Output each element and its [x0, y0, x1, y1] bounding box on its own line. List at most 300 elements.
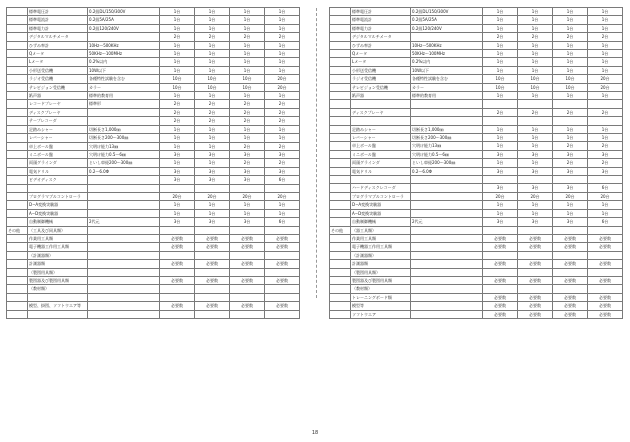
quantity-cell: 20台: [518, 192, 553, 200]
quantity-cell: [483, 226, 518, 234]
table-row: [330, 41, 623, 49]
quantity-cell: 1台: [230, 41, 265, 49]
spec-cell: 標準的教育用: [411, 92, 483, 100]
spec-cell: 2代元: [411, 218, 483, 226]
quantity-cell: 3台: [518, 167, 553, 175]
spec-cell: [411, 108, 483, 116]
table-row: [330, 293, 623, 301]
item-name-cell: Lメータ: [351, 58, 411, 66]
quantity-cell: 10台: [230, 83, 265, 91]
quantity-cell: [160, 226, 195, 234]
quantity-cell: 必要数: [518, 302, 553, 310]
table-row: [330, 176, 623, 184]
quantity-cell: 3台: [518, 150, 553, 158]
quantity-cell: 必要数: [588, 302, 623, 310]
category-cell: [7, 108, 28, 116]
quantity-cell: 1台: [518, 50, 553, 58]
category-cell: [330, 66, 351, 74]
quantity-cell: 2台: [588, 108, 623, 116]
category-cell: [330, 134, 351, 142]
quantity-cell: 1台: [483, 58, 518, 66]
quantity-cell: 1台: [160, 8, 195, 16]
quantity-cell: [230, 285, 265, 293]
quantity-cell: [483, 100, 518, 108]
quantity-cell: 3台: [195, 218, 230, 226]
item-name-cell: 製図器及び製図用具類: [351, 276, 411, 284]
quantity-cell: 1台: [518, 16, 553, 24]
spec-cell: [88, 192, 160, 200]
table-row: [330, 159, 623, 167]
quantity-cell: 必要数: [230, 260, 265, 268]
quantity-cell: 必要数: [230, 234, 265, 242]
spec-cell: [411, 176, 483, 184]
quantity-cell: 20台: [195, 192, 230, 200]
table-row: [7, 92, 300, 100]
quantity-cell: [518, 251, 553, 259]
quantity-cell: 1台: [553, 134, 588, 142]
quantity-cell: [230, 310, 265, 318]
quantity-cell: [553, 285, 588, 293]
table-row: [7, 150, 300, 158]
table-row: [7, 33, 300, 41]
quantity-cell: 1台: [160, 16, 195, 24]
category-cell: [7, 234, 28, 242]
left-table-body: [7, 8, 300, 319]
quantity-cell: 1台: [483, 201, 518, 209]
item-name-cell: [28, 293, 88, 301]
quantity-cell: 10台: [483, 83, 518, 91]
item-name-cell: D−A変換実験器: [351, 201, 411, 209]
spec-cell: 0.2級5A/25A: [88, 16, 160, 24]
category-cell: [7, 209, 28, 217]
table-row: [7, 260, 300, 268]
quantity-cell: 1台: [553, 125, 588, 133]
quantity-cell: [195, 310, 230, 318]
item-name-cell: （教材類）: [28, 285, 88, 293]
quantity-cell: 1台: [195, 66, 230, 74]
category-cell: [7, 176, 28, 184]
quantity-cell: 2台: [553, 33, 588, 41]
table-row: [330, 50, 623, 58]
quantity-cell: 10台: [518, 83, 553, 91]
spec-cell: 0.2〜6.0Φ: [88, 167, 160, 175]
quantity-cell: 必要数: [160, 234, 195, 242]
quantity-cell: 6台: [588, 184, 623, 192]
item-name-cell: 両頭グラインダ: [28, 159, 88, 167]
spec-cell: [411, 310, 483, 318]
table-row: [330, 108, 623, 116]
category-cell: [330, 285, 351, 293]
quantity-cell: 2台: [265, 117, 300, 125]
quantity-cell: [160, 184, 195, 192]
table-row: [7, 310, 300, 318]
table-row: [7, 251, 300, 259]
category-cell: [7, 50, 28, 58]
quantity-cell: 必要数: [265, 243, 300, 251]
quantity-cell: [195, 293, 230, 301]
table-row: [330, 75, 623, 83]
right-table-body: [330, 8, 623, 319]
category-cell: [7, 8, 28, 16]
quantity-cell: 3台: [230, 176, 265, 184]
table-row: [7, 268, 300, 276]
item-name-cell: ミニボール盤: [351, 150, 411, 158]
table-row: [7, 285, 300, 293]
spec-cell: [88, 251, 160, 259]
spec-cell: [88, 302, 160, 310]
spec-cell: 穴明け能力13㎜: [88, 142, 160, 150]
quantity-cell: 3台: [553, 218, 588, 226]
quantity-cell: 1台: [230, 50, 265, 58]
quantity-cell: 1台: [265, 201, 300, 209]
quantity-cell: [588, 176, 623, 184]
quantity-cell: 3台: [195, 167, 230, 175]
table-row: [330, 310, 623, 318]
table-row: [7, 159, 300, 167]
spec-cell: [411, 243, 483, 251]
quantity-cell: 3台: [518, 184, 553, 192]
quantity-cell: [230, 226, 265, 234]
spec-cell: [88, 176, 160, 184]
table-row: [7, 24, 300, 32]
quantity-cell: 1台: [265, 66, 300, 74]
quantity-cell: 必要数: [553, 234, 588, 242]
quantity-cell: 1台: [518, 41, 553, 49]
category-cell: [330, 176, 351, 184]
quantity-cell: 必要数: [553, 243, 588, 251]
quantity-cell: 必要数: [483, 310, 518, 318]
quantity-cell: 1台: [588, 24, 623, 32]
table-row: [330, 276, 623, 284]
category-cell: [330, 41, 351, 49]
item-name-cell: 模型、掛図、ソフトウエア等: [28, 302, 88, 310]
category-cell: [330, 92, 351, 100]
table-row: [330, 302, 623, 310]
item-name-cell: 卓上ボール盤: [351, 142, 411, 150]
quantity-cell: 1台: [588, 201, 623, 209]
item-name-cell: 作業用工具類: [351, 234, 411, 242]
category-cell: [7, 268, 28, 276]
spec-cell: [88, 201, 160, 209]
spec-cell: 切断長さ200〜300㎜: [88, 134, 160, 142]
quantity-cell: 1台: [160, 66, 195, 74]
category-cell: [330, 100, 351, 108]
item-name-cell: 電気ドリル: [28, 167, 88, 175]
item-name-cell: [28, 184, 88, 192]
quantity-cell: 20台: [230, 192, 265, 200]
quantity-cell: 1台: [265, 24, 300, 32]
quantity-cell: 必要数: [518, 293, 553, 301]
quantity-cell: [160, 285, 195, 293]
quantity-cell: 必要数: [160, 302, 195, 310]
quantity-cell: 1台: [230, 125, 265, 133]
quantity-cell: 必要数: [518, 276, 553, 284]
quantity-cell: [483, 268, 518, 276]
quantity-cell: 2台: [160, 100, 195, 108]
quantity-cell: [553, 226, 588, 234]
spec-cell: [411, 268, 483, 276]
quantity-cell: 1台: [518, 159, 553, 167]
spec-cell: [88, 276, 160, 284]
quantity-cell: 必要数: [518, 260, 553, 268]
category-cell: [330, 302, 351, 310]
quantity-cell: [265, 268, 300, 276]
quantity-cell: 1台: [483, 8, 518, 16]
table-row: [330, 218, 623, 226]
spec-cell: [88, 243, 160, 251]
quantity-cell: 2台: [483, 108, 518, 116]
quantity-cell: 1台: [195, 209, 230, 217]
table-row: [7, 192, 300, 200]
item-name-cell: 計測器類: [351, 260, 411, 268]
item-name-cell: 卓上ボール盤: [28, 142, 88, 150]
quantity-cell: [195, 268, 230, 276]
quantity-cell: 2台: [195, 33, 230, 41]
item-name-cell: テレビジョン受信機: [28, 83, 88, 91]
spec-cell: 切断長さ1,000㎜: [411, 125, 483, 133]
quantity-cell: 1台: [230, 24, 265, 32]
quantity-cell: 2台: [230, 100, 265, 108]
category-cell: [330, 184, 351, 192]
category-cell: [7, 285, 28, 293]
table-row: [330, 16, 623, 24]
quantity-cell: 3台: [160, 150, 195, 158]
item-name-cell: 自動制御機械: [351, 218, 411, 226]
quantity-cell: 必要数: [230, 243, 265, 251]
spec-cell: [88, 268, 160, 276]
spec-cell: [88, 184, 160, 192]
category-cell: [7, 41, 28, 49]
quantity-cell: 1台: [195, 142, 230, 150]
quantity-cell: 必要数: [518, 234, 553, 242]
quantity-cell: 20台: [265, 75, 300, 83]
quantity-cell: 1台: [160, 134, 195, 142]
quantity-cell: 1台: [518, 134, 553, 142]
item-name-cell: 紙声器: [28, 92, 88, 100]
table-row: [7, 234, 300, 242]
spec-cell: [411, 100, 483, 108]
quantity-cell: 必要数: [553, 276, 588, 284]
category-cell: [7, 243, 28, 251]
spec-cell: [411, 201, 483, 209]
quantity-cell: [553, 251, 588, 259]
quantity-cell: [588, 251, 623, 259]
quantity-cell: 1台: [160, 92, 195, 100]
spec-cell: [88, 209, 160, 217]
category-cell: [330, 83, 351, 91]
table-row: [7, 16, 300, 24]
quantity-cell: 10台: [195, 75, 230, 83]
quantity-cell: 1台: [483, 125, 518, 133]
table-row: [330, 209, 623, 217]
item-name-cell: Lメータ: [28, 58, 88, 66]
table-row: [7, 226, 300, 234]
item-name-cell: ハードディスクレコーダ: [351, 184, 411, 192]
quantity-cell: 必要数: [483, 293, 518, 301]
quantity-cell: 2台: [265, 108, 300, 116]
item-name-cell: 標準電力計: [351, 24, 411, 32]
quantity-cell: 1台: [518, 201, 553, 209]
item-name-cell: D−A変換実験器: [28, 201, 88, 209]
quantity-cell: 1台: [230, 209, 265, 217]
quantity-cell: 2台: [265, 142, 300, 150]
quantity-cell: [265, 310, 300, 318]
quantity-cell: 1台: [195, 41, 230, 49]
quantity-cell: [265, 184, 300, 192]
category-cell: [330, 276, 351, 284]
quantity-cell: 3台: [483, 150, 518, 158]
quantity-cell: 1台: [483, 209, 518, 217]
left-table-pane: [6, 7, 299, 319]
quantity-cell: [195, 285, 230, 293]
quantity-cell: 1台: [483, 24, 518, 32]
quantity-cell: 必要数: [230, 302, 265, 310]
category-cell: [7, 24, 28, 32]
spec-cell: [88, 117, 160, 125]
quantity-cell: [588, 117, 623, 125]
quantity-cell: 1台: [230, 66, 265, 74]
quantity-cell: 20台: [160, 192, 195, 200]
item-name-cell: （計測器類）: [351, 251, 411, 259]
category-cell: [330, 251, 351, 259]
quantity-cell: 3台: [230, 218, 265, 226]
table-row: [330, 268, 623, 276]
quantity-cell: [588, 268, 623, 276]
category-cell: [7, 150, 28, 158]
quantity-cell: [588, 100, 623, 108]
quantity-cell: 2台: [230, 33, 265, 41]
quantity-cell: [230, 184, 265, 192]
quantity-cell: 必要数: [160, 276, 195, 284]
column-divider: [316, 8, 317, 298]
spec-cell: 50KHz〜100MHz: [411, 50, 483, 58]
table-row: [330, 285, 623, 293]
quantity-cell: 必要数: [588, 310, 623, 318]
quantity-cell: 20台: [483, 192, 518, 200]
item-name-cell: ディスクプレーヤ: [351, 108, 411, 116]
quantity-cell: 10台: [553, 83, 588, 91]
table-row: [7, 142, 300, 150]
spec-cell: [411, 276, 483, 284]
spec-cell: 標準形: [88, 100, 160, 108]
item-name-cell: ミニボール盤: [28, 150, 88, 158]
spec-cell: [411, 184, 483, 192]
quantity-cell: 1台: [160, 58, 195, 66]
spec-cell: 10W以下: [411, 66, 483, 74]
category-cell: [7, 159, 28, 167]
quantity-cell: 1台: [588, 209, 623, 217]
spec-cell: [88, 310, 160, 318]
quantity-cell: 2台: [230, 108, 265, 116]
table-row: [7, 184, 300, 192]
table-row: [7, 41, 300, 49]
quantity-cell: [483, 117, 518, 125]
quantity-cell: 1台: [553, 66, 588, 74]
quantity-cell: 1台: [553, 92, 588, 100]
table-row: [7, 276, 300, 284]
quantity-cell: 1台: [553, 41, 588, 49]
quantity-cell: 1台: [483, 66, 518, 74]
quantity-cell: 2台: [160, 117, 195, 125]
category-cell: [7, 100, 28, 108]
spec-cell: 50KHz〜100MHz: [88, 50, 160, 58]
spec-cell: 0.2級5A/25A: [411, 16, 483, 24]
right-table-pane: [329, 7, 622, 319]
quantity-cell: 1台: [160, 125, 195, 133]
quantity-cell: 1台: [195, 16, 230, 24]
spec-cell: 穴明け能力13㎜: [411, 142, 483, 150]
item-name-cell: 自動制御機械: [28, 218, 88, 226]
spec-cell: [411, 192, 483, 200]
category-cell: [330, 268, 351, 276]
quantity-cell: 必要数: [483, 260, 518, 268]
quantity-cell: 20台: [588, 75, 623, 83]
quantity-cell: 2台: [265, 100, 300, 108]
quantity-cell: [160, 310, 195, 318]
quantity-cell: 3台: [230, 150, 265, 158]
item-name-cell: （製図用具類）: [28, 268, 88, 276]
category-cell: [7, 302, 28, 310]
quantity-cell: [518, 176, 553, 184]
spec-cell: 穴明け能力0.5〜6㎜: [88, 150, 160, 158]
quantity-cell: 1台: [265, 50, 300, 58]
quantity-cell: 1台: [195, 201, 230, 209]
quantity-cell: 2台: [518, 33, 553, 41]
quantity-cell: 必要数: [160, 260, 195, 268]
quantity-cell: 1台: [483, 50, 518, 58]
table-row: [7, 302, 300, 310]
table-row: [330, 117, 623, 125]
quantity-cell: [195, 251, 230, 259]
quantity-cell: 1台: [160, 41, 195, 49]
table-row: [7, 218, 300, 226]
quantity-cell: 必要数: [518, 310, 553, 318]
spec-cell: [88, 285, 160, 293]
quantity-cell: [195, 184, 230, 192]
quantity-cell: 必要数: [553, 310, 588, 318]
item-name-cell: 足踏みシャー: [28, 125, 88, 133]
quantity-cell: 1台: [483, 16, 518, 24]
item-name-cell: 電子機器工作用工具類: [28, 243, 88, 251]
item-name-cell: 標準電力計: [28, 24, 88, 32]
table-row: [7, 209, 300, 217]
item-name-cell: 計測器類: [28, 260, 88, 268]
quantity-cell: 2台: [265, 159, 300, 167]
quantity-cell: [518, 226, 553, 234]
item-name-cell: 標準電流計: [351, 16, 411, 24]
quantity-cell: 2台: [588, 142, 623, 150]
category-cell: [7, 117, 28, 125]
quantity-cell: [195, 226, 230, 234]
category-cell: [330, 310, 351, 318]
category-cell: [7, 184, 28, 192]
category-cell: [7, 134, 28, 142]
quantity-cell: 必要数: [588, 243, 623, 251]
spec-cell: 0.2級120/240V: [88, 24, 160, 32]
item-name-cell: [351, 117, 411, 125]
quantity-cell: 1台: [553, 58, 588, 66]
quantity-cell: 3台: [195, 176, 230, 184]
table-row: [330, 58, 623, 66]
quantity-cell: 20台: [588, 83, 623, 91]
spec-cell: カラー: [88, 83, 160, 91]
quantity-cell: 3台: [588, 167, 623, 175]
quantity-cell: 1台: [265, 125, 300, 133]
quantity-cell: 1台: [588, 41, 623, 49]
spec-cell: 10W以下: [88, 66, 160, 74]
item-name-cell: 小形送受信機: [28, 66, 88, 74]
spec-cell: 各種特性試験を含む: [88, 75, 160, 83]
